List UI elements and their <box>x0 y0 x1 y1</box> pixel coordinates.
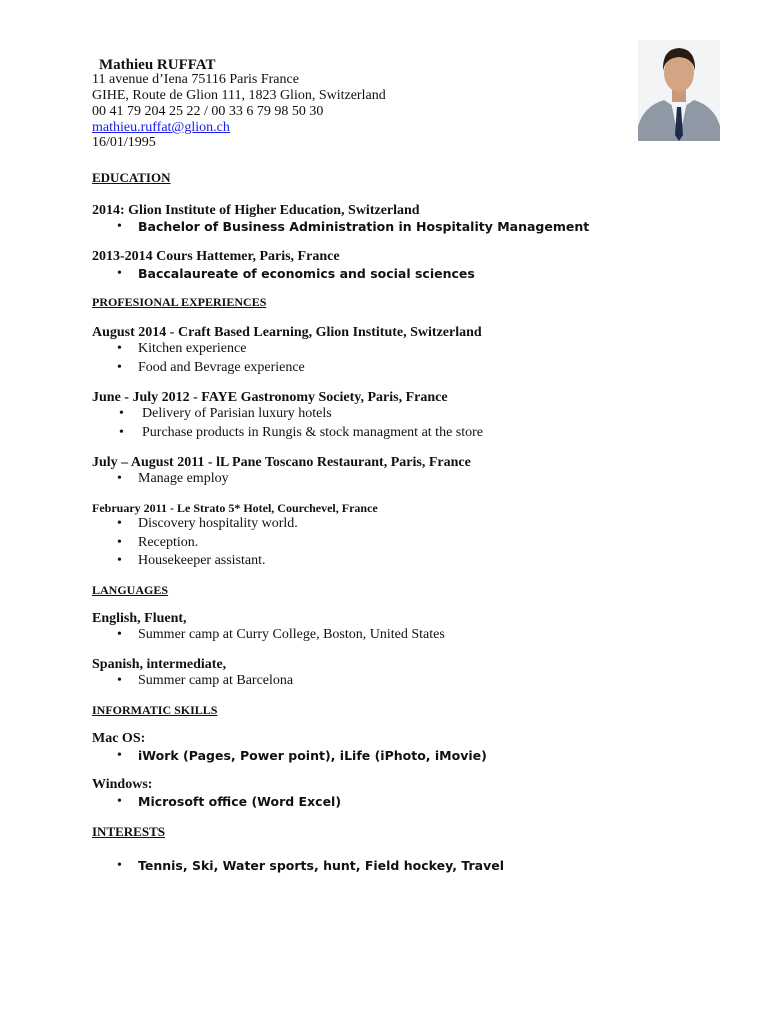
address-line-2: GIHE, Route de Glion 111, 1823 Glion, Switzerland <box>92 88 386 103</box>
experience-item: Reception. <box>138 535 199 550</box>
skill-item: Microsoft office (Word Excel) <box>138 794 342 809</box>
interest-item: Tennis, Ski, Water sports, hunt, Field hockey, Travel <box>138 858 505 873</box>
candidate-name: Mathieu RUFFAT <box>99 57 216 73</box>
experience-item: Food and Bevrage experience <box>138 360 305 375</box>
bullet-icon: • <box>119 406 124 421</box>
section-title-languages: LANGUAGES <box>92 583 169 597</box>
experience-item: Purchase products in Rungis & stock managment at the store <box>142 425 483 440</box>
experience-item: Delivery of Parisian luxury hotels <box>142 406 332 421</box>
skill-item: iWork (Pages, Power point), iLife (iPhoto, iMovie) <box>138 748 487 763</box>
bullet-icon: • <box>117 516 122 531</box>
language-item: Summer camp at Curry College, Boston, United States <box>138 627 445 642</box>
bullet-icon: • <box>117 266 122 281</box>
education-item: Bachelor of Business Administration in Hospitality Management <box>138 219 590 234</box>
section-title-interests: INTERESTS <box>92 824 165 839</box>
address-line-1: 11 avenue d’Iena 75116 Paris France <box>92 72 299 87</box>
bullet-icon: • <box>117 219 122 234</box>
section-title-skills: INFORMATIC SKILLS <box>92 703 218 717</box>
bullet-icon: • <box>117 673 122 688</box>
experience-item: Kitchen experience <box>138 341 247 356</box>
profile-photo <box>638 40 720 141</box>
experience-heading: July – August 2011 - lL Pane Toscano Restaurant, Paris, France <box>92 455 471 470</box>
bullet-icon: • <box>117 360 122 375</box>
language-item: Summer camp at Barcelona <box>138 673 294 688</box>
experience-item: Housekeeper assistant. <box>138 553 266 568</box>
experience-item: Manage employ <box>138 471 229 486</box>
bullet-icon: • <box>119 425 124 440</box>
section-title-education: EDUCATION <box>92 170 171 185</box>
phone-numbers: 00 41 79 204 25 22 / 00 33 6 79 98 50 30 <box>92 104 324 119</box>
email-link[interactable]: mathieu.ruffat@glion.ch <box>92 120 230 135</box>
skill-heading: Mac OS: <box>92 731 146 746</box>
experience-item: Discovery hospitality world. <box>138 516 298 531</box>
experience-heading: August 2014 - Craft Based Learning, Glion Institute, Switzerland <box>92 325 482 340</box>
bullet-icon: • <box>117 535 122 550</box>
language-heading: Spanish, intermediate, <box>92 657 227 672</box>
bullet-icon: • <box>117 748 122 763</box>
bullet-icon: • <box>117 341 122 356</box>
bullet-icon: • <box>117 553 122 568</box>
bullet-icon: • <box>117 858 122 873</box>
bullet-icon: • <box>117 471 122 486</box>
skill-heading: Windows: <box>92 777 153 792</box>
experience-heading: February 2011 - Le Strato 5* Hotel, Courchevel, France <box>92 501 378 515</box>
language-heading: English, Fluent, <box>92 611 187 626</box>
section-title-experience: PROFESIONAL EXPERIENCES <box>92 295 267 309</box>
education-item: Baccalaureate of economics and social sciences <box>138 266 475 281</box>
bullet-icon: • <box>117 794 122 809</box>
education-heading: 2014: Glion Institute of Higher Education, Switzerland <box>92 203 420 218</box>
bullet-icon: • <box>117 627 122 642</box>
education-heading: 2013-2014 Cours Hattemer, Paris, France <box>92 249 340 264</box>
birth-date: 16/01/1995 <box>92 135 156 150</box>
experience-heading: June - July 2012 - FAYE Gastronomy Society, Paris, France <box>92 390 448 405</box>
